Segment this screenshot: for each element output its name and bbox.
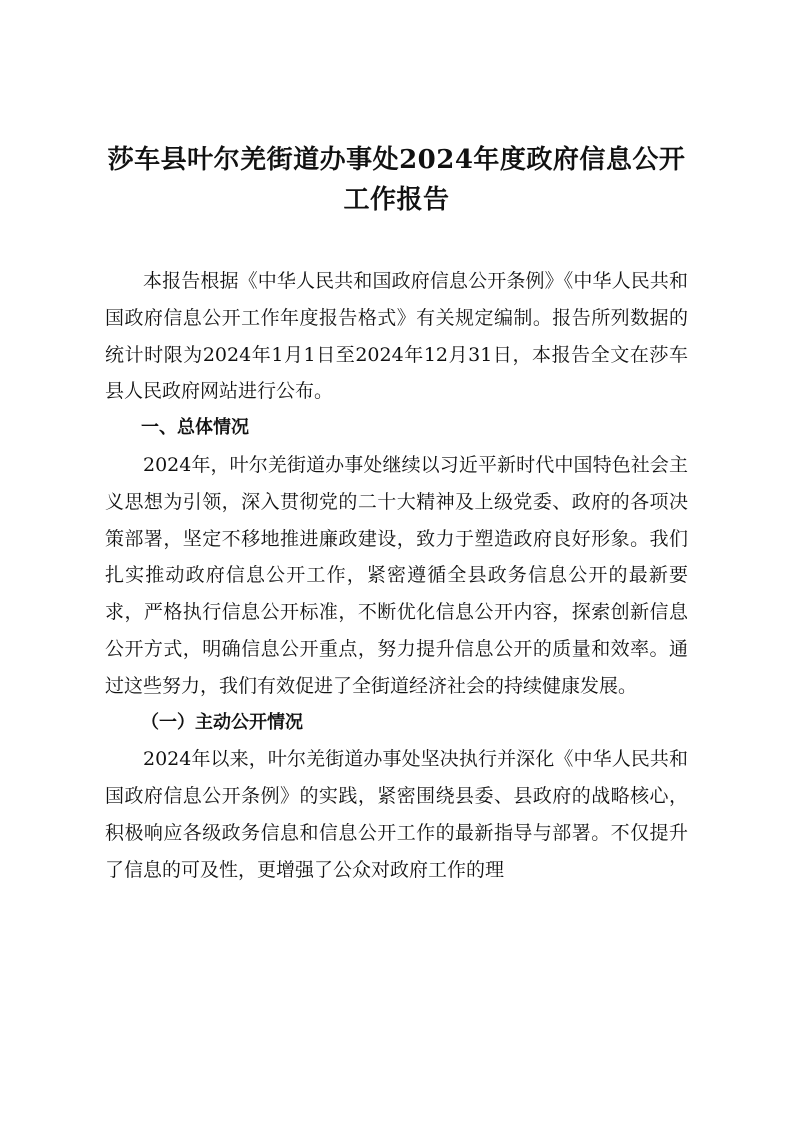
proactive-disclosure-paragraph: 2024年以来，叶尔羌街道办事处坚决执行并深化《中华人民共和国政府信息公开条例》的实践，紧密围绕县委、县政府的战略核心，积极响应各级政务信息和信息公开工作的最新指导与部署。不仅提升了信息的可及性，更增强了公众对政府工作的理 (105, 748, 688, 881)
subsection-heading-proactive-disclosure: （一）主动公开情况 (141, 711, 303, 733)
report-body (105, 263, 688, 889)
section-heading-overview: 一、总体情况 (141, 417, 249, 439)
report-title-line1: 莎车县叶尔羌街道办事处2024年度政府信息公开 (107, 145, 686, 175)
overview-paragraph: 2024年，叶尔羌街道办事处继续以习近平新时代中国特色社会主义思想为引领，深入贯彻党的二十大精神及上级党委、政府的各项决策部署，坚定不移地推进廉政建设，致力于塑造政府良好形象。我们扎实推动政府信息公开工作，紧密遵循全县政务信息公开的最新要求，严格执行信息公开标准，不断优化信息公开内容，探索创新信息公开方式，明确信息公开重点，努力提升信息公开的质量和效率。通过这些努力，我们有效促进了全街道经济社会的持续健康发展。 (105, 453, 688, 697)
report-title-line2: 工作报告 (343, 185, 450, 215)
intro-paragraph: 本报告根据《中华人民共和国政府信息公开条例》《中华人民共和国政府信息公开工作年度报告格式》有关规定编制。报告所列数据的统计时限为2024年1月1日至2024年12月31日，本报告全文在莎车县人民政府网站进行公布。 (105, 270, 688, 403)
